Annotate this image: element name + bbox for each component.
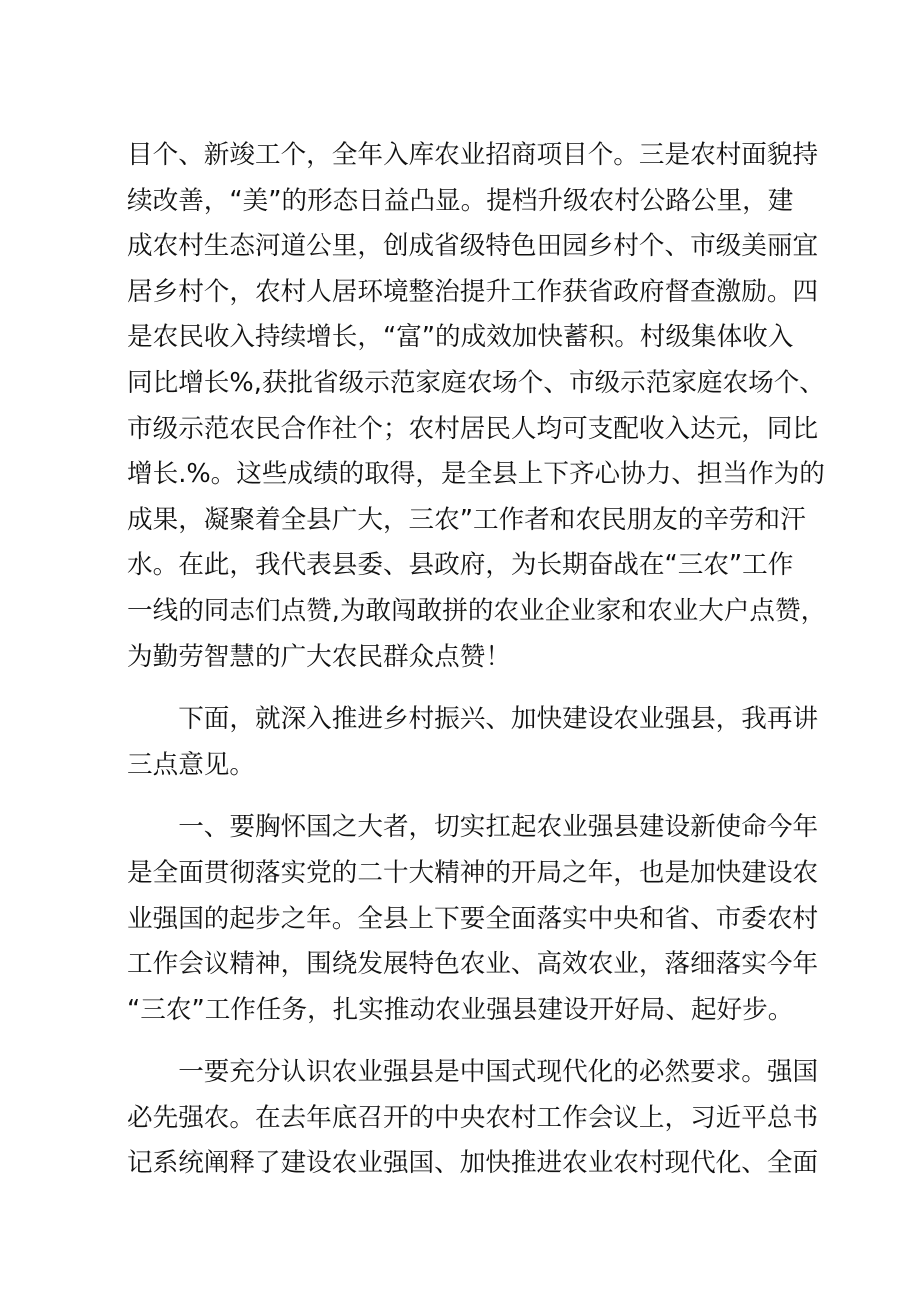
text-line: 目个、新竣工个，全年入库农业招商项目个。三是农村面貌持 xyxy=(127,140,819,170)
text-line: 一要充分认识农业强县是中国式现代化的必然要求。强国 xyxy=(178,1057,819,1088)
paragraph-intro xyxy=(127,697,819,788)
text-line: 三点意见。 xyxy=(127,749,255,780)
text-line: 是农民收入持续增长，“富”的成效加快蓄积。村级集体收入 xyxy=(127,322,794,353)
paragraph-section-one xyxy=(127,805,819,1033)
text-line: 工作会议精神，围绕发展特色农业、高效农业，落细落实今年 xyxy=(127,949,819,980)
text-line: 一线的同志们点赞,为敢闯敢拼的农业企业家和农业大户点赞， xyxy=(127,595,827,626)
text-line: 一、要胸怀国之大者，切实扛起农业强县建设新使命今年 xyxy=(178,812,819,843)
text-line: 水。在此，我代表县委、县政府，为长期奋战在“三农”工作 xyxy=(127,550,794,581)
document-body xyxy=(127,133,827,1187)
text-line: 续改善，“美”的形态日益凸显。提档升级农村公路公里，建 xyxy=(127,185,794,216)
text-line: 必先强农。在去年底召开的中央农村工作会议上，习近平总书 xyxy=(127,1102,819,1133)
text-line: “三农”工作任务，扎实推动农业强县建设开好局、起好步。 xyxy=(127,994,794,1025)
text-line: 记系统阐释了建设农业强国、加快推进农业农村现代化、全面 xyxy=(127,1148,819,1179)
text-line: 成果，凝聚着全县广大，三农”工作者和农民朋友的辛劳和汗 xyxy=(127,504,806,535)
text-line: 居乡村个，农村人居环境整治提升工作获省政府督查激励。四 xyxy=(127,276,819,307)
text-line: 下面，就深入推进乡村振兴、加快建设农业强县，我再讲 xyxy=(178,704,819,735)
text-line: 是全面贯彻落实党的二十大精神的开局之年，也是加快建设农 xyxy=(127,857,819,888)
text-line: 为勤劳智慧的广大农民群众点赞！ xyxy=(127,641,511,672)
paragraph-achievements xyxy=(127,133,827,680)
text-line: 市级示范农民合作社个；农村居民人均可支配收入达元，同比 xyxy=(127,413,819,444)
text-line: 同比增长%,获批省级示范家庭农场个、市级示范家庭农场个、 xyxy=(127,367,825,398)
text-line: 成农村生态河道公里，创成省级特色田园乡村个、市级美丽宜 xyxy=(127,231,819,262)
text-line: 增长.%。这些成绩的取得，是全县上下齐心协力、担当作为的 xyxy=(127,459,825,490)
text-line: 业强国的起步之年。全县上下要全面落实中央和省、市委农村 xyxy=(127,903,819,934)
paragraph-point-one xyxy=(127,1050,819,1187)
